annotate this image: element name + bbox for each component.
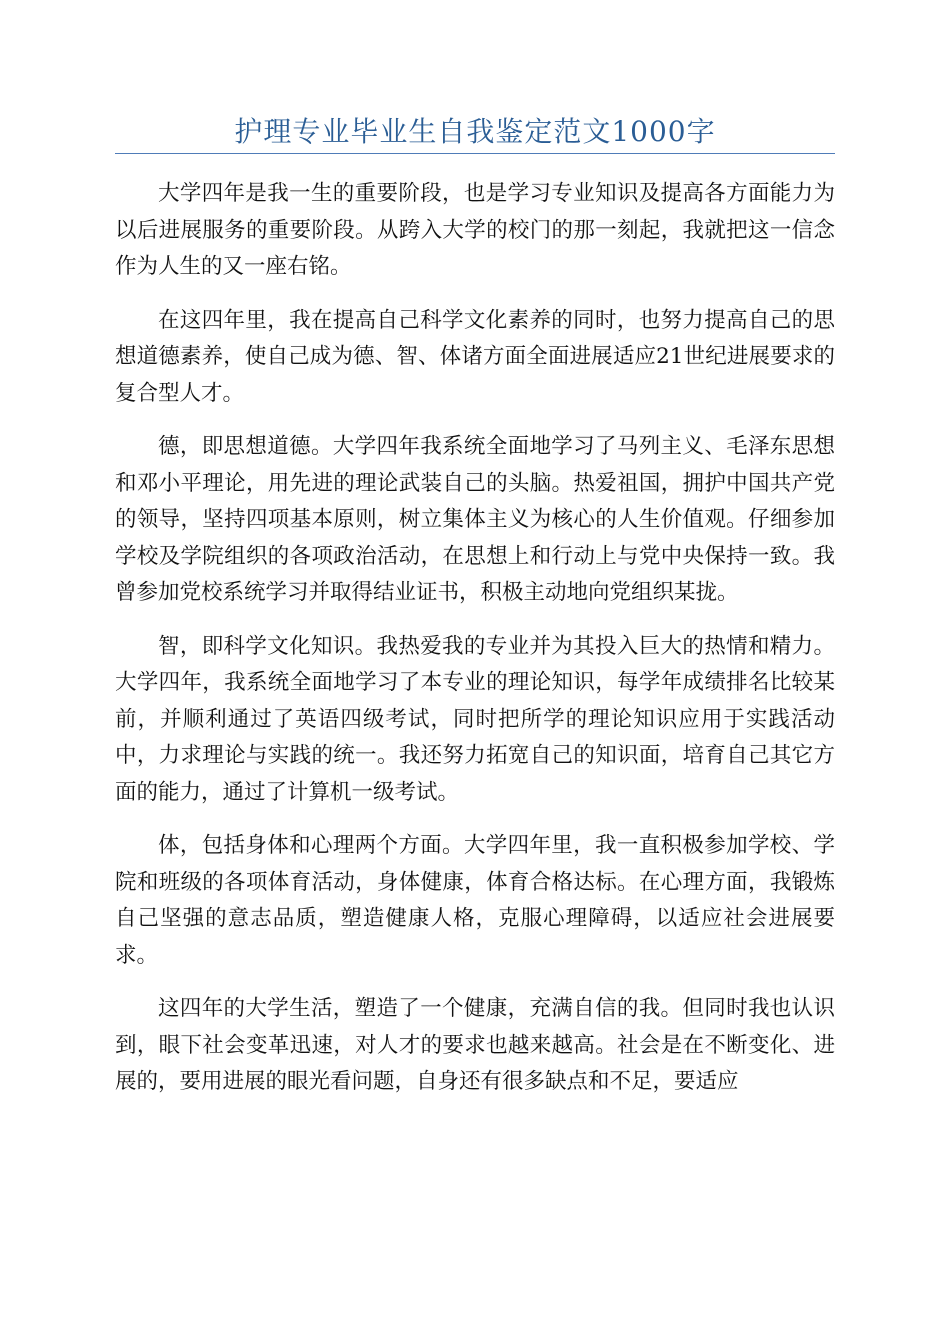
paragraph-reflection: 这四年的大学生活，塑造了一个健康，充满自信的我。但同时我也认识到，眼下社会变革迅速，对人才的要求也越来越高。社会是在不断变化、进展的，要用进展的眼光看问题，自身还有很多缺点和不足，要适应 [115,996,835,1094]
paragraph-overview: 在这四年里，我在提高自己科学文化素养的同时，也努力提高自己的思想道德素养，使自己成为德、智、体诸方面全面进展适应21世纪进展要求的复合型人才。 [115,307,835,406]
paragraph-physical: 体，包括身体和心理两个方面。大学四年里，我一直积极参加学校、学院和班级的各项体育活动，身体健康，体育合格达标。在心理方面，我锻炼自己坚强的意志品质，塑造健康人格，克服心理障碍，以适应社会进展要求。 [115,833,835,968]
document-body [115,176,835,1118]
paragraph-intellect: 智，即科学文化知识。我热爱我的专业并为其投入巨大的热情和精力。大学四年，我系统全面地学习了本专业的理论知识，每学年成绩排名比较某前，并顺利通过了英语四级考试，同时把所学的理论知识应用于实践活动中，力求理论与实践的统一。我还努力拓宽自己的知识面，培育自己其它方面的能力，通过了计算机一级考试。 [115,633,835,805]
title-underline [115,153,835,154]
document-title: 护理专业毕业生自我鉴定范文1000字 [234,115,716,148]
paragraph-intro: 大学四年是我一生的重要阶段，也是学习专业知识及提高各方面能力为以后进展服务的重要阶段。从跨入大学的校门的那一刻起，我就把这一信念作为人生的又一座右铭。 [115,181,835,279]
paragraph-moral: 德，即思想道德。大学四年我系统全面地学习了马列主义、毛泽东思想和邓小平理论，用先进的理论武装自己的头脑。热爱祖国，拥护中国共产党的领导，坚持四项基本原则，树立集体主义为核心的人生价值观。仔细参加学校及学院组织的各项政治活动，在思想上和行动上与党中央保持一致。我曾参加党校系统学习并取得结业证书，积极主动地向党组织某拢。 [115,434,835,605]
